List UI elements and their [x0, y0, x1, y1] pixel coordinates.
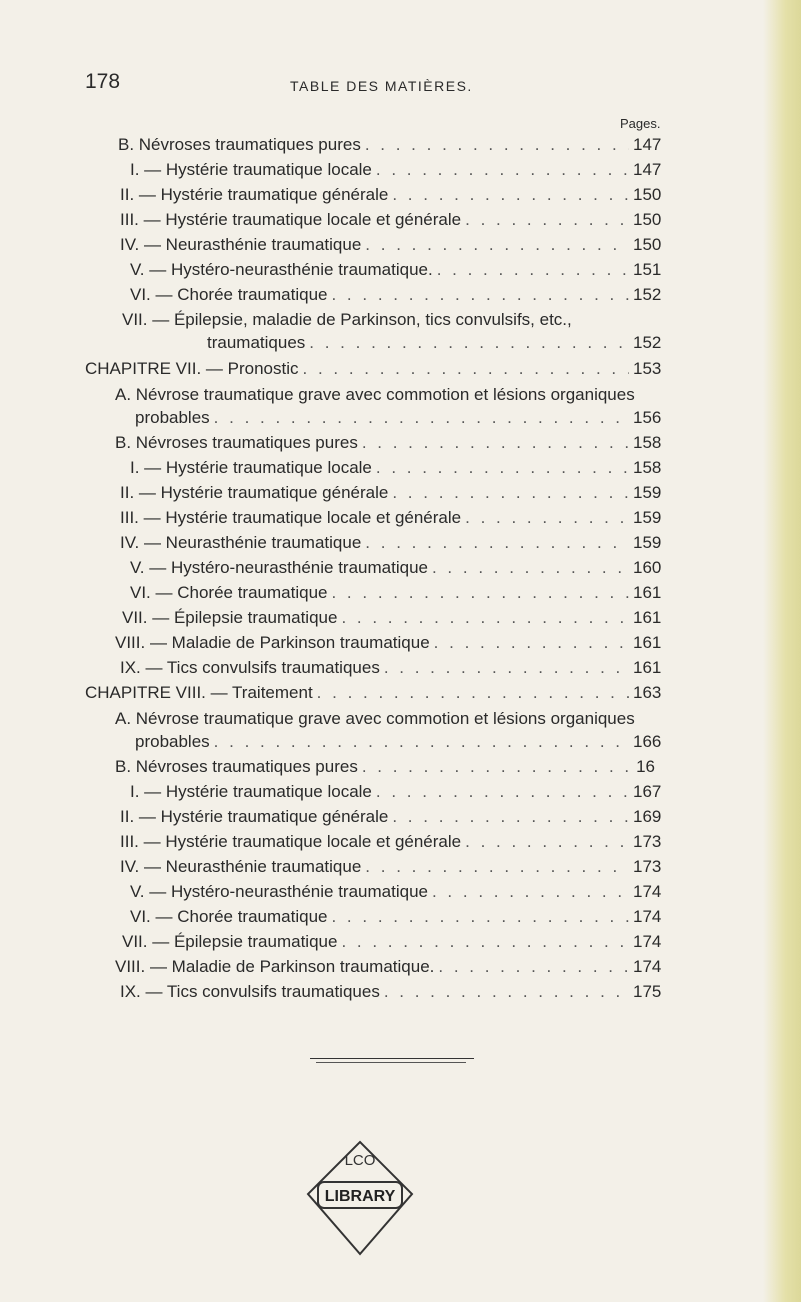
toc-row-page: 173	[633, 857, 662, 876]
toc-row-label: I. — Hystérie traumatique locale	[130, 458, 372, 477]
leader-dots	[362, 432, 629, 454]
leader-dots	[376, 457, 629, 479]
leader-dots	[465, 831, 629, 853]
toc-row	[120, 532, 662, 554]
leader-dots	[384, 981, 629, 1003]
toc-row-page: 161	[633, 608, 662, 627]
toc-row-label: IV. — Neurasthénie traumatique	[120, 235, 362, 254]
toc-row-label: II. — Hystérie traumatique générale	[120, 185, 389, 204]
toc-row-page: 159	[633, 483, 662, 502]
toc-row-page: 158	[633, 433, 662, 452]
leader-dots	[317, 682, 629, 704]
toc-row-label: CHAPITRE VIII. — Traitement	[85, 683, 313, 702]
page-number: 178	[85, 70, 121, 93]
toc-row	[120, 657, 662, 679]
toc-row-page: 158	[633, 458, 662, 477]
toc-row-label: A. Névrose traumatique grave avec commotion et lésions organiques	[115, 385, 635, 404]
leader-dots	[309, 332, 629, 354]
leader-dots	[341, 607, 629, 629]
leader-dots	[434, 632, 629, 654]
toc-row-page: 150	[633, 185, 662, 204]
toc-row-label: IV. — Neurasthénie traumatique	[120, 533, 362, 552]
toc-row-label: B. Névroses traumatiques pures	[115, 433, 358, 452]
leader-dots	[438, 956, 629, 978]
toc-row-label: I. — Hystérie traumatique locale	[130, 782, 372, 801]
toc-row-page: 174	[633, 907, 662, 926]
leader-dots	[365, 856, 629, 878]
toc-row-page: 152	[633, 333, 662, 352]
leader-dots	[392, 806, 629, 828]
leader-dots	[362, 756, 629, 778]
toc-row-label: probables	[135, 732, 210, 751]
toc-row	[115, 432, 662, 454]
toc-row-label: III. — Hystérie traumatique locale et générale	[120, 832, 462, 851]
leader-dots	[432, 557, 629, 579]
leader-dots	[437, 259, 629, 281]
leader-dots	[392, 184, 629, 206]
toc-row-page: 159	[633, 508, 662, 527]
leader-dots	[365, 134, 629, 156]
toc-row	[115, 384, 635, 406]
toc-row	[122, 607, 662, 629]
toc-row-page: 153	[633, 359, 662, 378]
leader-dots	[331, 582, 629, 604]
toc-row-label: traumatiques	[207, 333, 306, 352]
toc-row-label: VII. — Épilepsie traumatique	[122, 932, 338, 951]
toc-row-label: VIII. — Maladie de Parkinson traumatique	[115, 633, 430, 652]
toc-row	[120, 831, 662, 853]
leader-dots	[331, 906, 629, 928]
toc-row	[115, 956, 662, 978]
toc-row-label: B. Névroses traumatiques pures	[115, 757, 358, 776]
leader-dots	[365, 532, 629, 554]
toc-row	[120, 184, 662, 206]
end-rule-thin	[316, 1062, 466, 1063]
toc-row	[120, 856, 662, 878]
leader-dots	[432, 881, 629, 903]
toc-row	[135, 731, 662, 753]
leader-dots	[384, 657, 629, 679]
toc-row-page: 169	[633, 807, 662, 826]
toc-row-page: 147	[633, 135, 662, 154]
toc-row-label: VI. — Chorée traumatique	[130, 285, 328, 304]
toc-row	[115, 632, 662, 654]
toc-row-label: VI. — Chorée traumatique	[130, 907, 328, 926]
leader-dots	[341, 931, 629, 953]
toc-row-label: I. — Hystérie traumatique locale	[130, 160, 372, 179]
toc-row	[115, 708, 635, 730]
toc-row-page: 150	[633, 235, 662, 254]
toc-row-label: III. — Hystérie traumatique locale et générale	[120, 210, 462, 229]
toc-row	[207, 332, 662, 354]
toc-row-page: 150	[633, 210, 662, 229]
leader-dots	[376, 781, 629, 803]
toc-row	[130, 457, 662, 479]
toc-row-label: VI. — Chorée traumatique	[130, 583, 328, 602]
library-stamp	[300, 1138, 420, 1258]
toc-row-page: 161	[633, 658, 662, 677]
leader-dots	[392, 482, 629, 504]
pages-column-label: Pages.	[620, 116, 661, 131]
stamp-center-text: LIBRARY	[324, 1188, 396, 1205]
toc-row-page: 156	[633, 408, 662, 427]
toc-row-page: 174	[633, 932, 662, 951]
toc-row-page: 147	[633, 160, 662, 179]
toc-row	[118, 134, 662, 156]
toc-row	[130, 881, 662, 903]
toc-row-page: 161	[633, 633, 662, 652]
end-rule	[310, 1058, 474, 1059]
toc-row-page: 16	[636, 757, 655, 776]
toc-row	[85, 682, 662, 704]
leader-dots	[365, 234, 629, 256]
toc-row-label: IX. — Tics convulsifs traumatiques	[120, 982, 380, 1001]
toc-row-label: probables	[135, 408, 210, 427]
toc-row-label: V. — Hystéro-neurasthénie traumatique	[130, 558, 428, 577]
toc-row-label: V. — Hystéro-neurasthénie traumatique.	[130, 260, 433, 279]
stamp-ring-text: LCO	[344, 1152, 376, 1169]
toc-row-label: VII. — Épilepsie, maladie de Parkinson, tics convulsifs, etc.,	[122, 310, 572, 329]
toc-row-label: IV. — Neurasthénie traumatique	[120, 857, 362, 876]
toc-row-page: 151	[633, 260, 662, 279]
toc-row-page: 166	[633, 732, 662, 751]
toc-row-label: CHAPITRE VII. — Pronostic	[85, 359, 299, 378]
toc-row-page: 174	[633, 882, 662, 901]
toc-row	[120, 981, 662, 1003]
toc-row-page: 167	[633, 782, 662, 801]
toc-row	[122, 309, 572, 331]
toc-row-label: VIII. — Maladie de Parkinson traumatique.	[115, 957, 435, 976]
running-title: TABLE DES MATIÈRES.	[290, 78, 473, 94]
toc-row	[120, 806, 662, 828]
toc-row-label: VII. — Épilepsie traumatique	[122, 608, 338, 627]
toc-row	[115, 756, 655, 778]
leader-dots	[376, 159, 629, 181]
toc-row-page: 174	[633, 957, 662, 976]
toc-row	[120, 234, 662, 256]
toc-row	[120, 507, 662, 529]
toc-row-page: 173	[633, 832, 662, 851]
leader-dots	[465, 507, 629, 529]
toc-row-label: V. — Hystéro-neurasthénie traumatique	[130, 882, 428, 901]
leader-dots	[214, 407, 629, 429]
toc-row-page: 159	[633, 533, 662, 552]
toc-row-page: 163	[633, 683, 662, 702]
toc-row	[130, 284, 662, 306]
toc-row	[130, 906, 662, 928]
toc-row-label: A. Névrose traumatique grave avec commotion et lésions organiques	[115, 709, 635, 728]
toc-row-label: II. — Hystérie traumatique générale	[120, 483, 389, 502]
toc-row	[130, 159, 662, 181]
toc-row-label: B. Névroses traumatiques pures	[118, 135, 361, 154]
toc-row	[130, 781, 662, 803]
toc-row-page: 160	[633, 558, 662, 577]
toc-row	[135, 407, 662, 429]
leader-dots	[465, 209, 629, 231]
toc-row	[120, 209, 662, 231]
leader-dots	[331, 284, 629, 306]
leader-dots	[214, 731, 629, 753]
toc-row-label: II. — Hystérie traumatique générale	[120, 807, 389, 826]
toc-row	[85, 358, 662, 380]
page-edge-stain	[763, 0, 801, 1302]
toc-row	[130, 582, 662, 604]
toc-row-page: 175	[633, 982, 662, 1001]
toc-row-label: IX. — Tics convulsifs traumatiques	[120, 658, 380, 677]
toc-row	[130, 557, 662, 579]
toc-row	[120, 482, 662, 504]
page-header	[70, 70, 670, 100]
toc-row-page: 161	[633, 583, 662, 602]
toc-row	[130, 259, 662, 281]
toc-row-label: III. — Hystérie traumatique locale et générale	[120, 508, 462, 527]
leader-dots	[303, 358, 630, 380]
toc-row-page: 152	[633, 285, 662, 304]
toc-row	[122, 931, 662, 953]
